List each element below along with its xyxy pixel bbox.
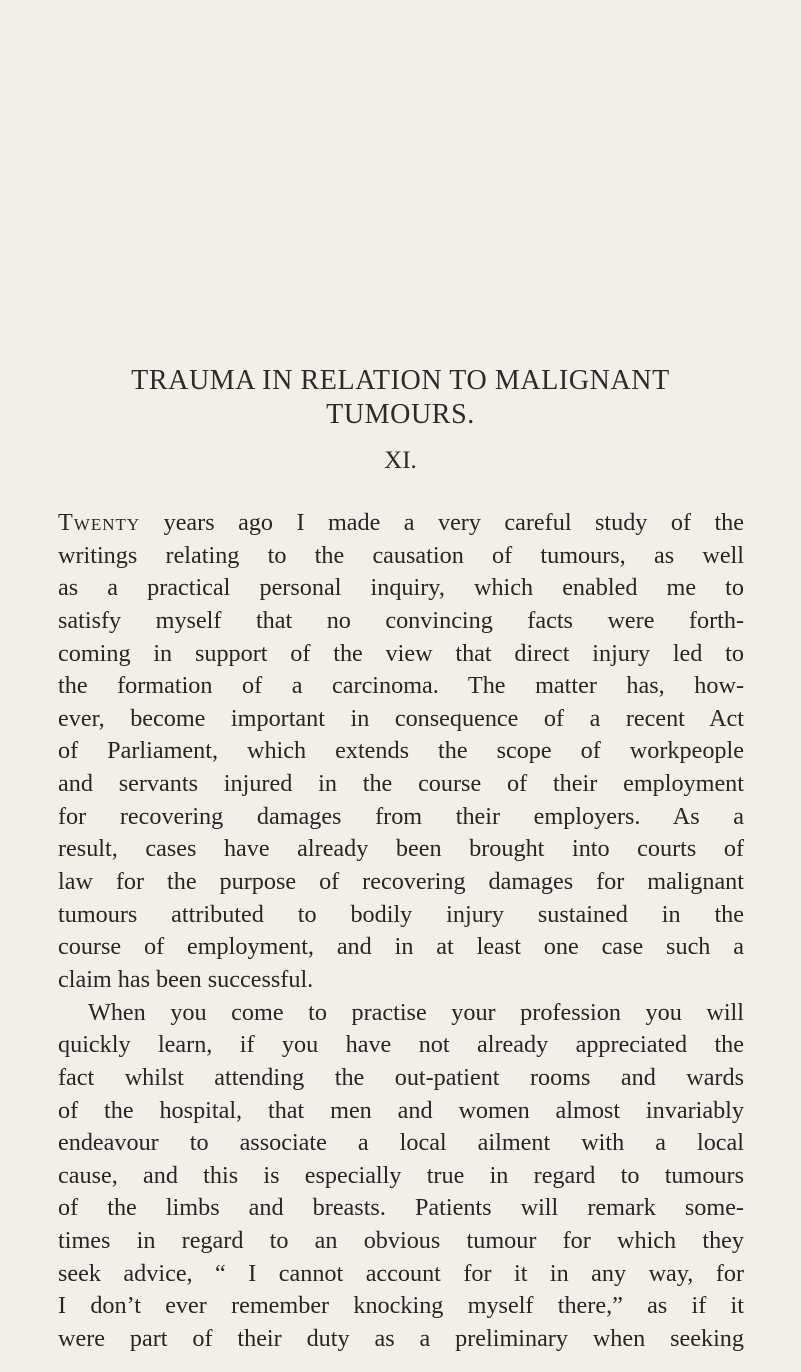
paragraph-2-line: quickly learn, if you have not already appreciated the [58, 1031, 744, 1059]
paragraph-1-line: tumours attributed to bodily injury sustained in the [58, 900, 744, 928]
chapter-number: XI. [384, 447, 417, 474]
paragraph-1-line: ever, become important in consequence of a recent Act [58, 704, 744, 732]
paragraph-1-line: the formation of a carcinoma. The matter has, how- [58, 672, 744, 700]
paragraph-2-line: of the hospital, that men and women almost invariably [58, 1096, 744, 1124]
paragraph-2-line: of the limbs and breasts. Patients will remark some- [58, 1194, 744, 1222]
paragraph-2-line: endeavour to associate a local ailment with a local [58, 1129, 744, 1157]
body-text [58, 507, 744, 1356]
paragraph-1-line-1 [58, 507, 744, 540]
paragraph-2-line: fact whilst attending the out-patient rooms and wards [58, 1063, 744, 1091]
paragraph-2-line: seek advice, “ I cannot account for it in any way, for [58, 1259, 744, 1287]
paragraph-1-line: result, cases have already been brought into courts of [58, 835, 744, 863]
paragraph-2-line: I don’t ever remember knocking myself there,” as if it [58, 1292, 744, 1320]
paragraph-1-line: claim has been successful. [58, 965, 314, 993]
chapter-title-line-1: TRAUMA IN RELATION TO MALIGNANT [131, 365, 670, 396]
paragraph-1-line: for recovering damages from their employers. As a [58, 802, 744, 830]
paragraph-1-line-1-rest: years ago I made a very careful study of the [140, 509, 744, 536]
paragraph-1-line: satisfy myself that no convincing facts were forth- [58, 606, 744, 634]
paragraph-1-line: as a practical personal inquiry, which enabled me to [58, 574, 744, 602]
paragraph-1-line: writings relating to the causation of tumours, as well [58, 541, 744, 569]
paragraph-1-line: of Parliament, which extends the scope of workpeople [58, 737, 744, 765]
paragraph-1-line: coming in support of the view that direct injury led to [58, 639, 744, 667]
paragraph-2-line: times in regard to an obvious tumour for which they [58, 1227, 744, 1255]
paragraph-1-line: and servants injured in the course of their employment [58, 770, 744, 798]
paragraph-2-line: cause, and this is especially true in regard to tumours [58, 1161, 744, 1189]
opening-word: Twenty [58, 509, 141, 536]
paragraph-1-line: course of employment, and in at least one case such a [58, 933, 744, 961]
paragraph-1-line: law for the purpose of recovering damages for malignant [58, 868, 744, 896]
paragraph-2-line: When you come to practise your profession you will [88, 998, 744, 1026]
paragraph-2-line: were part of their duty as a preliminary when seeking [58, 1325, 744, 1353]
chapter-title-line-2: TUMOURS. [326, 399, 475, 430]
